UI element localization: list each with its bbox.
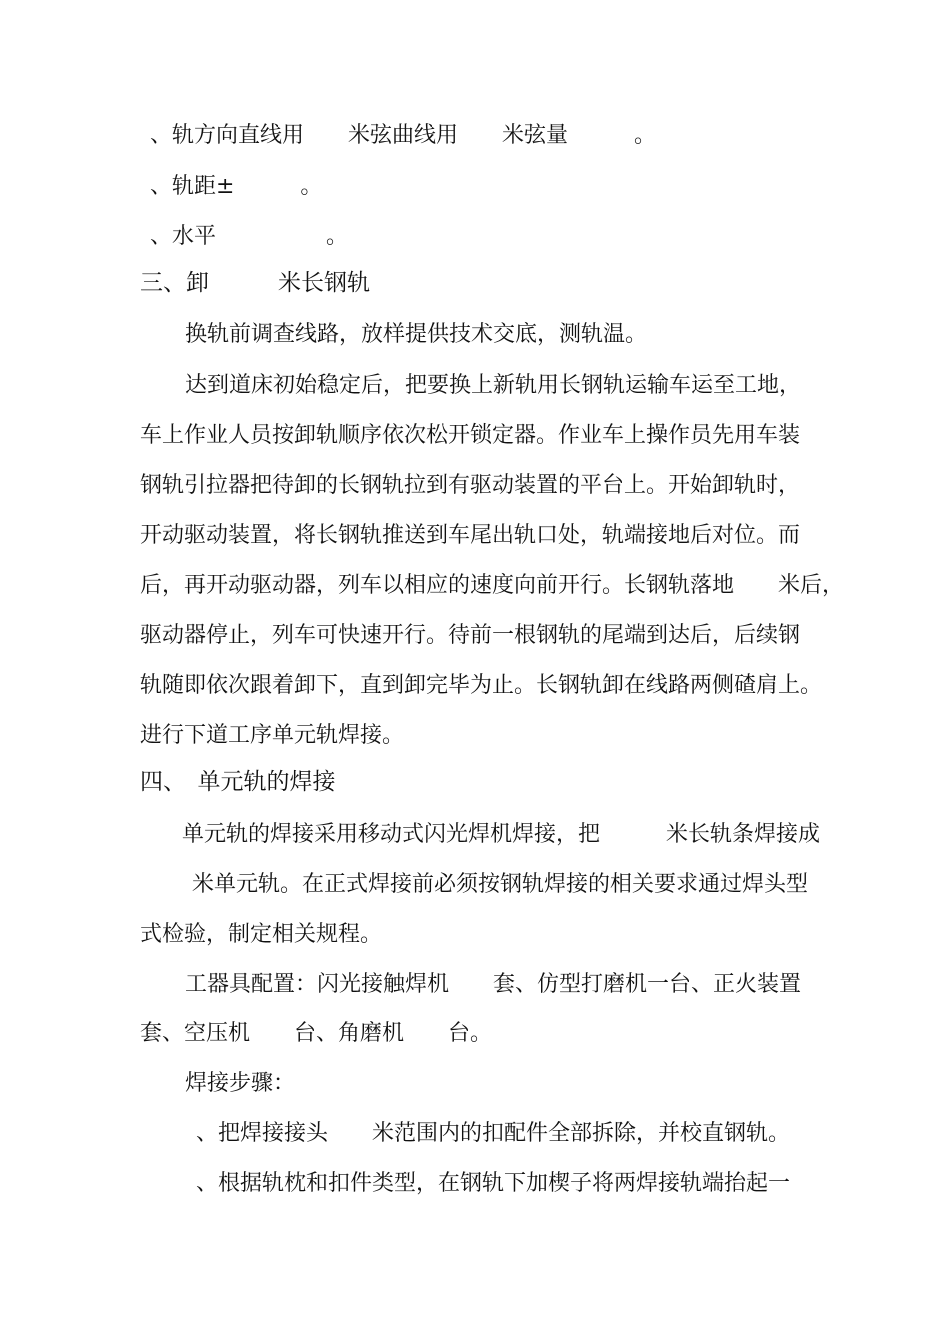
paragraph-line-3: 车上作业人员按卸轨顺序依次松开锁定器。作业车上操作员先用车装 — [140, 423, 801, 448]
step-line-2: 、根据轨枕和扣件类型，在钢轨下加楔子将两焊接轨端抬起一 — [196, 1171, 791, 1196]
paragraph-line-13: 工器具配置：闪光接触焊机 套、仿型打磨机一台、正火装置 — [185, 972, 802, 997]
paragraph-line-7: 驱动器停止，列车可快速开行。待前一根钢轨的尾端到达后，后续钢 — [140, 623, 801, 648]
text-line-2: 、轨距± 。 — [150, 174, 323, 199]
section-heading-4: 四、 单元轨的焊接 — [140, 769, 336, 795]
paragraph-line-9: 进行下道工序单元轨焊接。 — [140, 723, 405, 748]
paragraph-line-15: 焊接步骤： — [185, 1071, 296, 1096]
paragraph-line-11: 米单元轨。在正式焊接前必须按钢轨焊接的相关要求通过焊头型 — [192, 872, 809, 897]
text-line-1: 、轨方向直线用 米弦曲线用 米弦量 。 — [150, 123, 657, 148]
paragraph-line-14: 套、空压机 台、角磨机 台。 — [140, 1021, 493, 1046]
paragraph-line-1: 换轨前调查线路，放样提供技术交底，测轨温。 — [185, 322, 648, 347]
paragraph-line-2: 达到道床初始稳定后，把要换上新轨用长钢轨运输车运至工地， — [185, 373, 802, 398]
paragraph-line-8: 轨随即依次跟着卸下，直到卸完毕为止。长钢轨卸在线路两侧碴肩上。 — [140, 673, 823, 698]
step-line-1: 、把焊接接头 米范围内的扣配件全部拆除，并校直钢轨。 — [196, 1121, 791, 1146]
paragraph-line-6: 后，再开动驱动器，列车以相应的速度向前开行。长钢轨落地 米后， — [140, 573, 845, 598]
paragraph-line-12: 式检验，制定相关规程。 — [140, 922, 383, 947]
section-heading-3: 三、卸 米长钢轨 — [140, 270, 370, 296]
paragraph-line-10: 单元轨的焊接采用移动式闪光焊机焊接，把 米长轨条焊接成 — [182, 822, 821, 847]
text-line-3: 、水平 。 — [150, 224, 349, 249]
paragraph-line-5: 开动驱动装置，将长钢轨推送到车尾出轨口处，轨端接地后对位。而 — [140, 523, 801, 548]
paragraph-line-4: 钢轨引拉器把待卸的长钢轨拉到有驱动装置的平台上。开始卸轨时， — [140, 473, 801, 498]
